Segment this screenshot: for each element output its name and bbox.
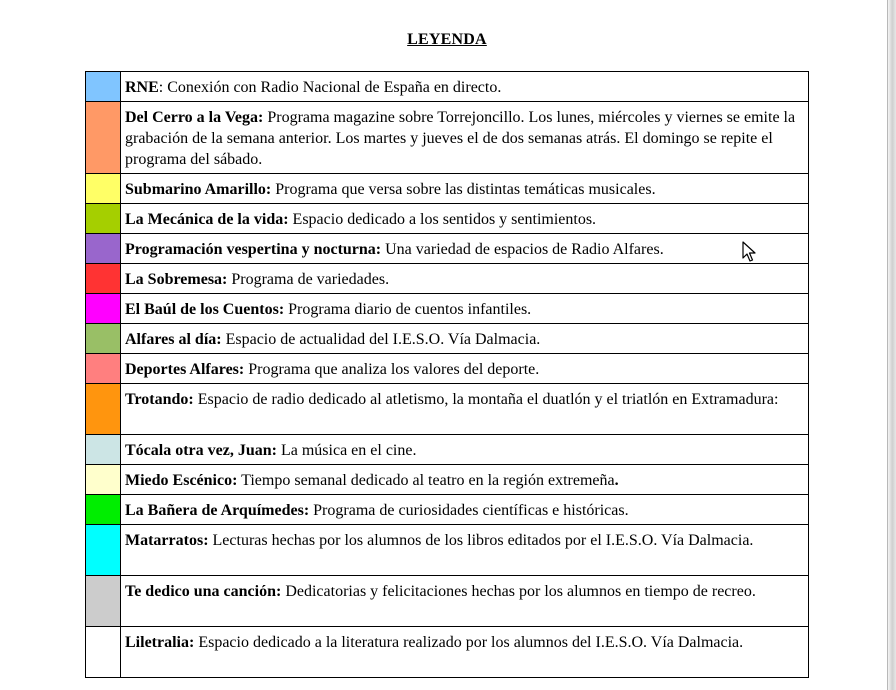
legend-description-cell bbox=[121, 627, 809, 678]
legend-row bbox=[86, 384, 809, 435]
program-name: Matarratos: bbox=[125, 532, 209, 549]
page-title: LEYENDA bbox=[407, 31, 487, 48]
legend-table-body bbox=[86, 72, 809, 678]
legend-description-cell bbox=[121, 102, 809, 174]
legend-description-cell bbox=[121, 384, 809, 435]
legend-description-cell bbox=[121, 72, 809, 102]
legend-row bbox=[86, 102, 809, 174]
legend-description-cell bbox=[121, 576, 809, 627]
program-description: Espacio de actualidad del I.E.S.O. Vía Dalmacia. bbox=[221, 331, 541, 348]
color-swatch bbox=[86, 576, 120, 626]
legend-color-swatch-cell bbox=[86, 354, 121, 384]
legend-row bbox=[86, 324, 809, 354]
program-name: Tócala otra vez, Juan: bbox=[125, 442, 277, 459]
program-description: Programa que versa sobre las distintas temáticas musicales. bbox=[271, 181, 656, 198]
legend-description-cell bbox=[121, 294, 809, 324]
program-description: : Conexión con Radio Nacional de España en directo. bbox=[158, 79, 502, 96]
legend-row bbox=[86, 72, 809, 102]
program-name: La Bañera de Arquímedes: bbox=[125, 502, 310, 519]
program-description: Tiempo semanal dedicado al teatro en la región extremeña bbox=[237, 472, 615, 489]
legend-color-swatch-cell bbox=[86, 174, 121, 204]
color-swatch bbox=[86, 324, 120, 353]
program-description-suffix: . bbox=[614, 472, 619, 489]
program-name: Liletralia: bbox=[125, 634, 195, 651]
legend-description-cell bbox=[121, 525, 809, 576]
legend-table bbox=[85, 71, 809, 678]
legend-row bbox=[86, 204, 809, 234]
legend-description-cell bbox=[121, 174, 809, 204]
program-name: La Mecánica de la vida: bbox=[125, 211, 289, 228]
color-swatch bbox=[86, 465, 120, 494]
program-name: Te dedico una canción: bbox=[125, 583, 282, 600]
legend-description-cell bbox=[121, 435, 809, 465]
program-description: Dedicatorias y felicitaciones hechas por los alumnos en tiempo de recreo. bbox=[281, 583, 756, 600]
color-swatch bbox=[86, 102, 120, 173]
legend-row bbox=[86, 465, 809, 495]
legend-color-swatch-cell bbox=[86, 204, 121, 234]
color-swatch bbox=[86, 72, 120, 101]
program-description: Lecturas hechas por los alumnos de los libros editados por el I.E.S.O. Vía Dalmacia. bbox=[208, 532, 754, 549]
program-name: Deportes Alfares: bbox=[125, 361, 245, 378]
legend-color-swatch-cell bbox=[86, 525, 121, 576]
legend-row bbox=[86, 234, 809, 264]
mouse-pointer-icon bbox=[742, 241, 756, 263]
legend-row bbox=[86, 525, 809, 576]
program-description: Programa de curiosidades científicas e históricas. bbox=[309, 502, 629, 519]
color-swatch bbox=[86, 435, 120, 464]
legend-description-cell bbox=[121, 234, 809, 264]
color-swatch bbox=[86, 234, 120, 263]
program-description: Espacio dedicado a los sentidos y sentimientos. bbox=[288, 211, 597, 228]
program-description: Programa de variedades. bbox=[227, 271, 390, 288]
color-swatch bbox=[86, 627, 120, 677]
legend-row bbox=[86, 174, 809, 204]
program-description: Espacio dedicado a la literatura realizado por los alumnos del I.E.S.O. Vía Dalmacia. bbox=[194, 634, 744, 651]
legend-description-cell bbox=[121, 204, 809, 234]
color-swatch bbox=[86, 354, 120, 383]
legend-color-swatch-cell bbox=[86, 72, 121, 102]
legend-color-swatch-cell bbox=[86, 294, 121, 324]
legend-color-swatch-cell bbox=[86, 102, 121, 174]
program-description: Espacio de radio dedicado al atletismo, la montaña el duatlón y el triatlón en Extramadura: bbox=[193, 391, 779, 408]
program-description: Programa diario de cuentos infantiles. bbox=[284, 301, 532, 318]
program-name: RNE bbox=[125, 79, 159, 96]
color-swatch bbox=[86, 384, 120, 434]
program-description: Programa magazine sobre Torrejoncillo. Los lunes, miércoles y viernes se emite la grabación de la semana anterior. Los martes y jueves el de dos semanas atrás. El domingo se repite el programa del sábado. bbox=[125, 109, 796, 168]
program-name: Submarino Amarillo: bbox=[125, 181, 272, 198]
legend-description-cell bbox=[121, 264, 809, 294]
program-name: Del Cerro a la Vega: bbox=[125, 109, 264, 126]
program-description: La música en el cine. bbox=[276, 442, 417, 459]
legend-color-swatch-cell bbox=[86, 435, 121, 465]
legend-row bbox=[86, 495, 809, 525]
program-description: Una variedad de espacios de Radio Alfares. bbox=[381, 241, 664, 258]
color-swatch bbox=[86, 204, 120, 233]
program-name: El Baúl de los Cuentos: bbox=[125, 301, 285, 318]
legend-row bbox=[86, 294, 809, 324]
legend-row bbox=[86, 435, 809, 465]
legend-description-cell bbox=[121, 495, 809, 525]
legend-row bbox=[86, 576, 809, 627]
legend-color-swatch-cell bbox=[86, 627, 121, 678]
legend-description-cell bbox=[121, 324, 809, 354]
legend-color-swatch-cell bbox=[86, 465, 121, 495]
legend-row bbox=[86, 264, 809, 294]
color-swatch bbox=[86, 525, 120, 575]
program-description: Programa que analiza los valores del deporte. bbox=[244, 361, 540, 378]
program-name: Trotando: bbox=[125, 391, 194, 408]
color-swatch bbox=[86, 174, 120, 203]
legend-description-cell bbox=[121, 354, 809, 384]
legend-description-cell bbox=[121, 465, 809, 495]
legend-color-swatch-cell bbox=[86, 324, 121, 354]
program-name: Programación vespertina y nocturna: bbox=[125, 241, 382, 258]
legend-row bbox=[86, 354, 809, 384]
legend-row bbox=[86, 627, 809, 678]
legend-color-swatch-cell bbox=[86, 264, 121, 294]
color-swatch bbox=[86, 264, 120, 293]
program-name: Alfares al día: bbox=[125, 331, 222, 348]
color-swatch bbox=[86, 294, 120, 323]
legend-color-swatch-cell bbox=[86, 495, 121, 525]
legend-color-swatch-cell bbox=[86, 234, 121, 264]
legend-color-swatch-cell bbox=[86, 576, 121, 627]
color-swatch bbox=[86, 495, 120, 524]
program-name: Miedo Escénico: bbox=[125, 472, 238, 489]
program-name: La Sobremesa: bbox=[125, 271, 228, 288]
legend-color-swatch-cell bbox=[86, 384, 121, 435]
page-edge bbox=[887, 0, 896, 690]
